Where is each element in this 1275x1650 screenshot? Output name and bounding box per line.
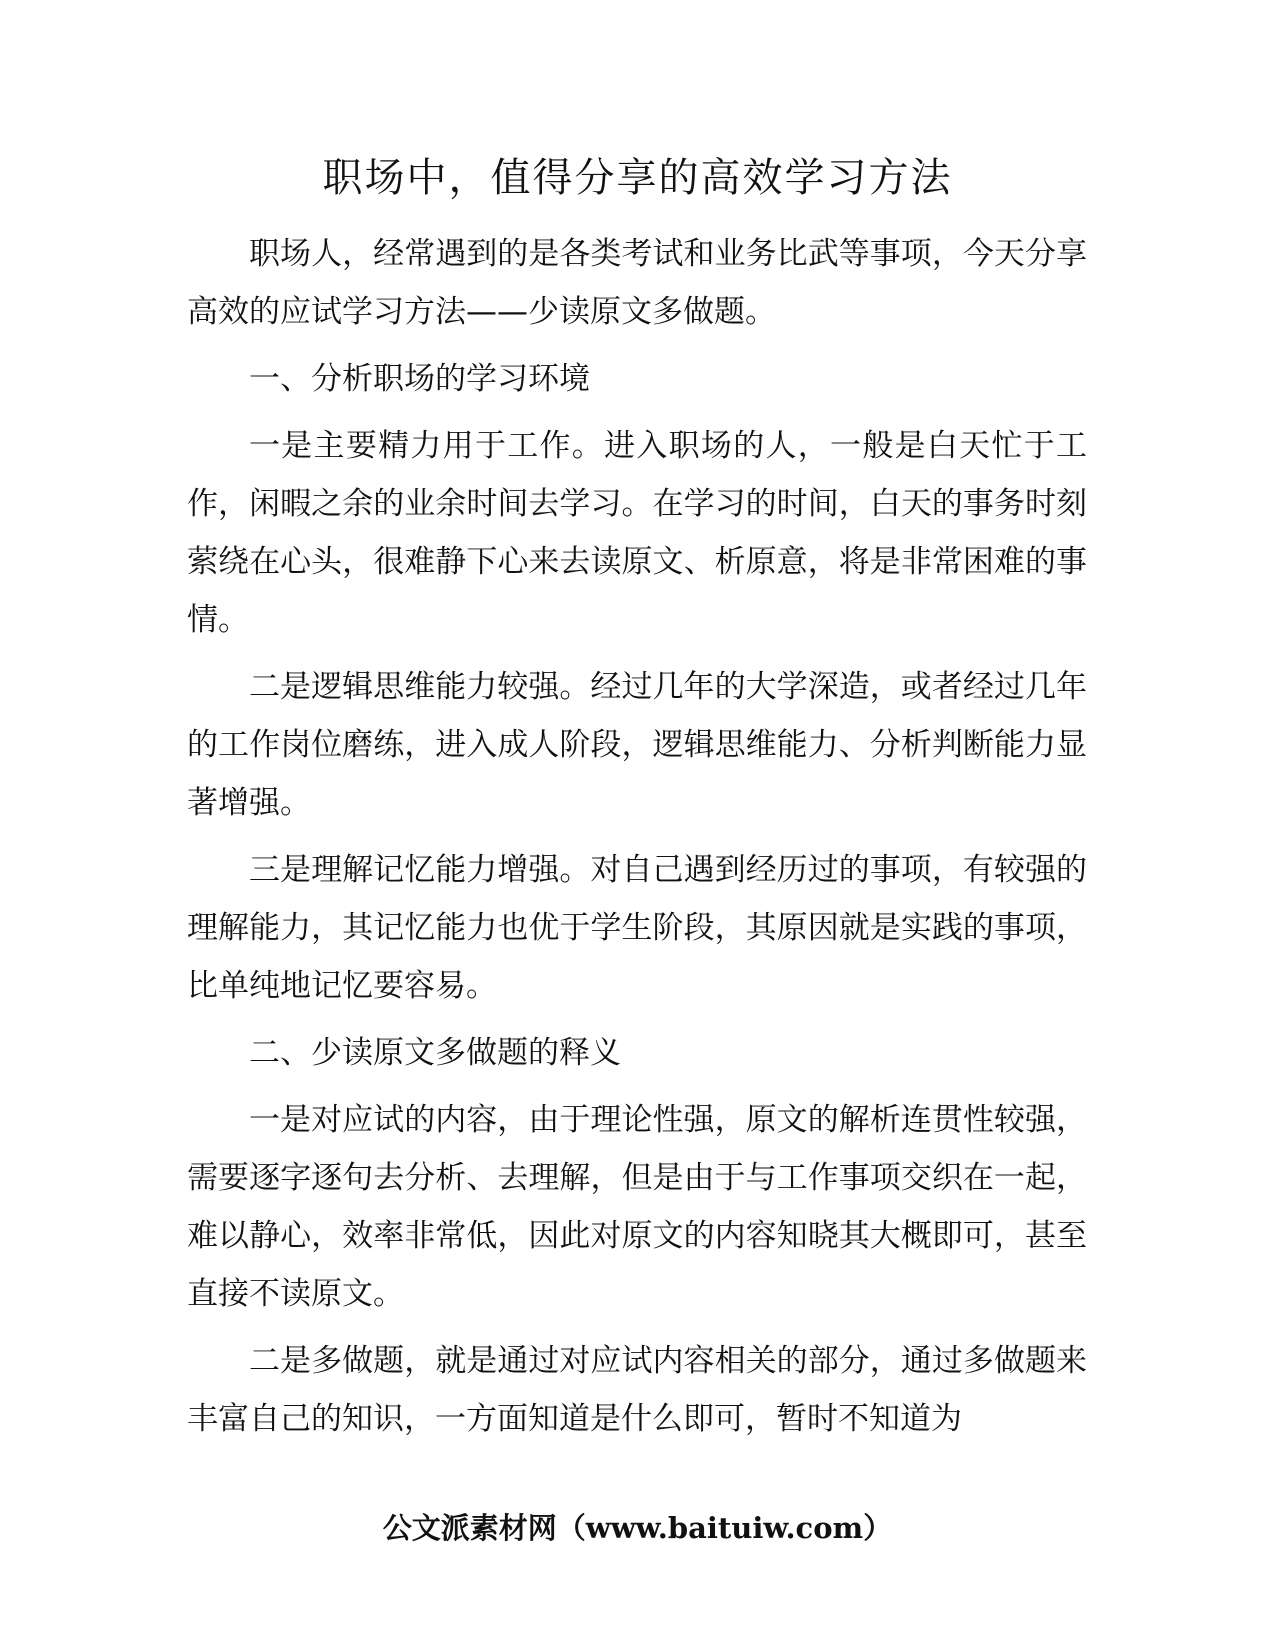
- paragraph-point-3: 三是理解记忆能力增强。对自己遇到经历过的事项，有较强的理解能力，其记忆能力也优于学生阶段，其原因就是实践的事项，比单纯地记忆要容易。: [187, 852, 1087, 1004]
- paragraph-point-1: 一是主要精力用于工作。进入职场的人，一般是白天忙于工作，闲暇之余的业余时间去学习。在学习的时间，白天的事务时刻萦绕在心头，很难静下心来去读原文、析原意，将是非常困难的事情。: [187, 428, 1087, 638]
- paragraph-intro: 职场人，经常遇到的是各类考试和业务比武等事项，今天分享高效的应试学习方法——少读原文多做题。: [187, 236, 1087, 330]
- section-heading-1: 一、分析职场的学习环境: [249, 361, 590, 397]
- document-title: 职场中，值得分享的高效学习方法: [322, 155, 953, 201]
- paragraph-point-4: 一是对应试的内容，由于理论性强，原文的解析连贯性较强，需要逐字逐句去分析、去理解，但是由于与工作事项交织在一起，难以静心，效率非常低，因此对原文的内容知晓其大概即可，甚至直接不读原文。: [187, 1102, 1087, 1312]
- paragraph-point-2: 二是逻辑思维能力较强。经过几年的大学深造，或者经过几年的工作岗位磨练，进入成人阶段，逻辑思维能力、分析判断能力显著增强。: [187, 669, 1087, 821]
- section-heading-2: 二、少读原文多做题的释义: [249, 1035, 621, 1071]
- paragraph-point-5: 二是多做题，就是通过对应试内容相关的部分，通过多做题来丰富自己的知识，一方面知道是什么即可，暂时不知道为: [187, 1343, 1087, 1437]
- page-footer-watermark: 公文派素材网（www.baituiw.com）: [382, 1511, 893, 1545]
- document-body: [187, 225, 1087, 1457]
